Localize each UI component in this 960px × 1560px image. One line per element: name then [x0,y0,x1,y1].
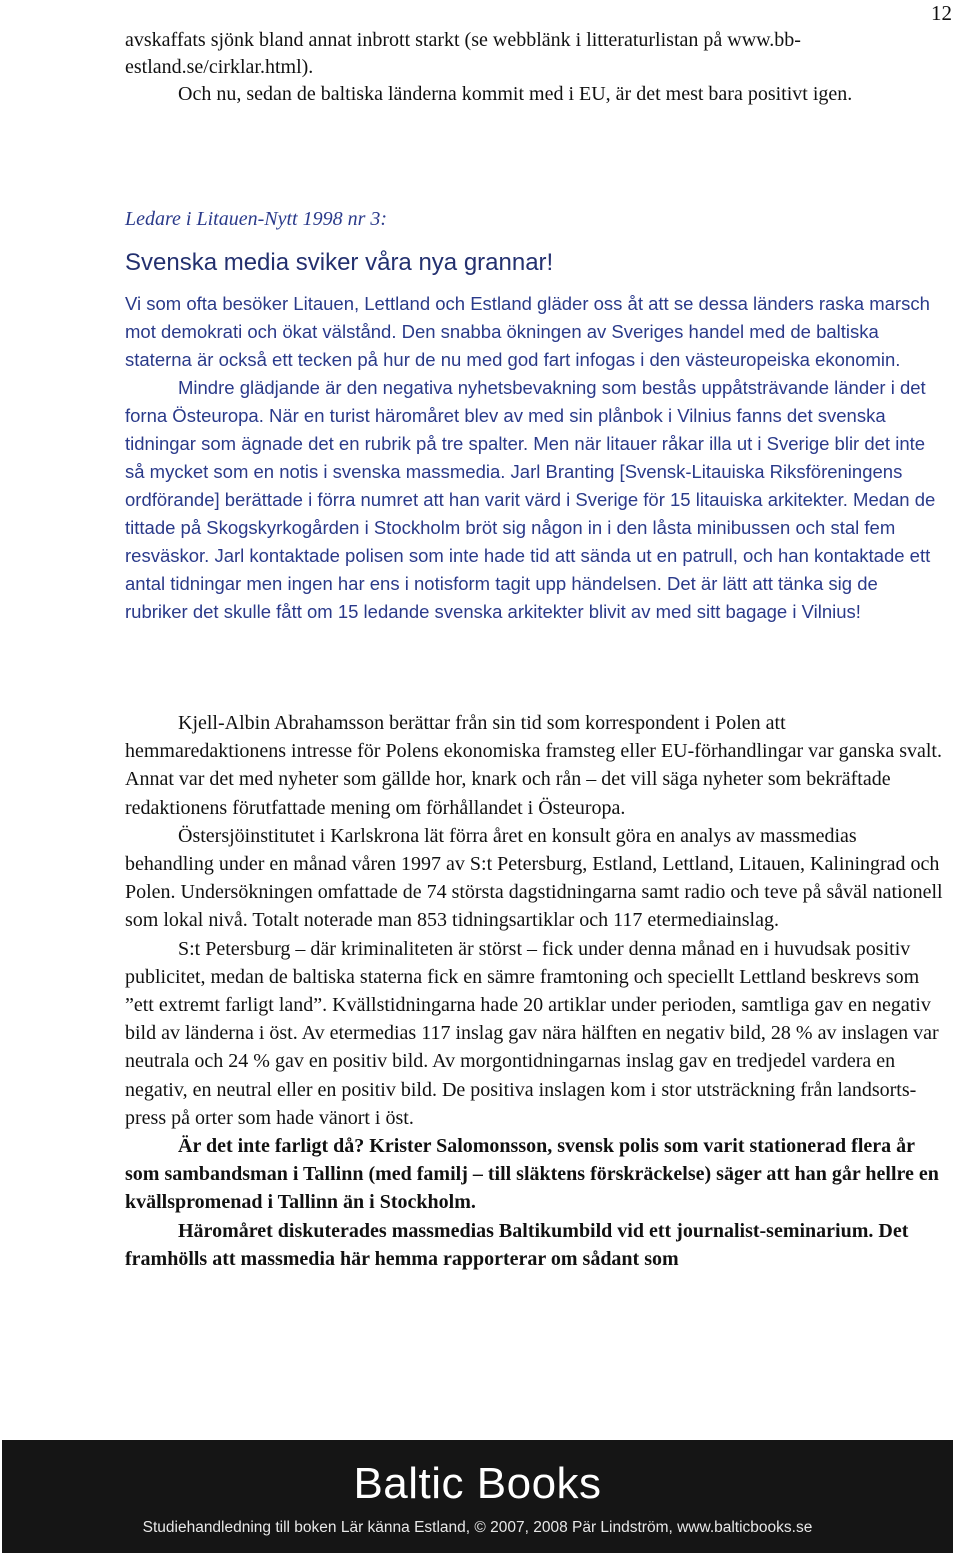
article-lede [125,290,940,626]
lede-paragraph: Vi som ofta besöker Litauen, Lettland och Estland gläder oss åt att se dessa länders raska marsch mot demokrati och ökat välstånd. Den snabba ökningen av Sveriges handel med de baltiska staterna är också ett tecken på hur de nu med god fart infogas i den västeuropeiska ekonomin. [125,293,930,370]
body-paragraph: Östersjöinstitutet i Karlskrona lät förra året en konsult göra en analys av massmedias behandling under en månad våren 1997 av S:t Petersburg, Estland, Lettland, Litauen, Kaliningrad och Polen. Undersökningen omfattade de 74 största dagstidningarna samt radio och teve på såväl nationell som lokal nivå. Totalt noterade man 853 tidningsartiklar och 117 etermediainslag. [125,824,943,932]
bold-paragraph: Häromåret diskuterades massmedias Baltikumbild vid ett journalist-seminarium. Det framhölls att massmedia här hemma rapporterar om sådant som [125,1219,909,1270]
body-paragraph: Kjell-Albin Abrahamsson berättar från sin tid som korrespondent i Polen att hemmaredaktionens intresse för Polens ekonomiska framsteg eller EU-förhandlingar var ganska svalt. Annat var det med nyheter som gällde hor, knark och rån – det vill säga nyheter som bekräftade redaktionens förutfattade mening om förhållandet i Östeuropa. [125,712,942,819]
footer-subtitle: Studiehandledning till boken Lär känna Estland, © 2007, 2008 Pär Lindström, www.balticbooks.se [142,1519,813,1536]
intro-paragraph: avskaffats sjönk bland annat inbrott starkt (se webblänk i litteraturlistan på www.bb-estland.se/cirklar.html). [125,29,801,78]
intro-text [125,27,925,108]
bold-section [125,1132,950,1273]
footer-title: Baltic Books [353,1459,602,1508]
body-paragraph: S:t Petersburg – där kriminaliteten är störst – fick under denna månad en i huvudsak positiv publicitet, medan de baltiska staterna fick en sämre framtoning och speciellt Lettland beskrevs som ”ett extremt farligt land”. Kvällstidningarna hade 20 artiklar under perioden, samtliga gav en negativ bild av länderna i öst. Av etermedias 117 inslag gav nära hälften en negativ bild, 28 % av inslagen var neutrala och 24 % gav en positiv bild. Av morgontidningarnas inslag gav en tredjedel vardera en negativ, en neutral eller en positiv bild. De positiva inslagen kom i stor utsträckning från landsorts-press på orter som hade vänort i öst. [125,937,939,1129]
intro-paragraph: Och nu, sedan de baltiska länderna kommit med i EU, är det mest bara positivt igen. [178,83,853,105]
article-body [125,709,950,1273]
bold-paragraph: Är det inte farligt då? Krister Salomonsson, svensk polis som varit stationerad flera år som sambandsman i Tallinn (med familj – till släktens förskräckelse) säger att han går hellre en kvällspromenad i Tallinn än i Stockholm. [125,1135,939,1214]
article-headline: Svenska media sviker våra nya grannar! [125,249,554,276]
lede-paragraph: Mindre glädjande är den negativa nyhetsbevakning som bestås uppåtsträvande länder i det forna Östeuropa. När en turist häromåret blev av med sin plånbok i Vilnius fanns det svenska tidningar som ägnade det en rubrik på tre spalter. Men när litauer råkar illa ut i Sverige blir det inte så mycket som en notis i svenska massmedia. Jarl Branting [Svensk-Litauiska Riksföreningens ordförande] berättade i förra numret att han varit värd i Sverige för 15 litauiska arkitekter. Medan de tittade på Skogskyrkogården i Stockholm bröt sig någon in i den låsta minibussen och stal fem resväskor. Jarl kontaktade polisen som inte hade tid att sända ut en patrull, och han kontaktade ett antal tidningar men ingen har ens i notisform tagit upp händelsen. Det är lätt att tänka sig de rubriker det skulle fått om 15 ledande svenska arkitekter blivit av med sitt bagage i Vilnius! [125,377,936,622]
page-number: 12 [931,1,952,25]
article-source-label: Ledare i Litauen-Nytt 1998 nr 3: [125,208,388,230]
footer-banner [2,1440,953,1553]
